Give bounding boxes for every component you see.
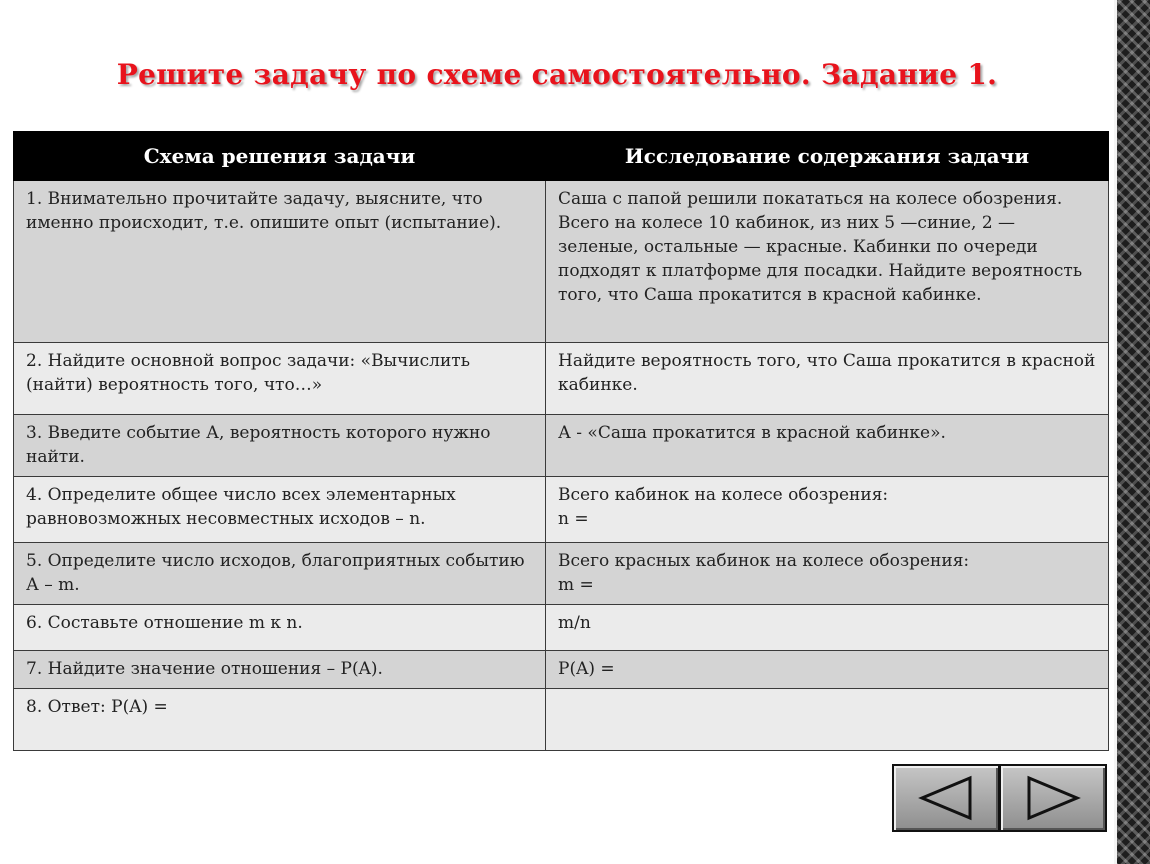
table-row [14, 543, 1109, 605]
table-row [14, 181, 1109, 343]
step-cell: 1. Внимательно прочитайте задачу, выясните, что именно происходит, т.е. опишите опыт (испытание). [14, 181, 546, 343]
content-cell: Найдите вероятность того, что Саша прокатится в красной кабинке. [546, 343, 1109, 415]
table-row [14, 605, 1109, 651]
content-line: n = [558, 509, 589, 529]
table-row [14, 415, 1109, 477]
step-cell: 3. Введите событие А, вероятность которого нужно найти. [14, 415, 546, 477]
table-row [14, 343, 1109, 415]
decorative-side-strip [1114, 0, 1150, 864]
table-header-row [14, 132, 1109, 181]
table-row [14, 651, 1109, 689]
next-slide-button[interactable] [1001, 766, 1105, 830]
content-cell [546, 543, 1109, 605]
step-cell: 8. Ответ: P(A) = [14, 689, 546, 751]
triangle-right-icon [1023, 774, 1083, 822]
step-cell: 6. Составьте отношение m к n. [14, 605, 546, 651]
content-cell: Саша с папой решили покататься на колесе обозрения. Всего на колесе 10 кабинок, из них 5 —синие, 2 — зеленые, остальные — красные. Кабинки по очереди подходят к платформе для посадки. Найдите вероятность того, что Саша прокатится в красной кабинке. [546, 181, 1109, 343]
page-title: Решите задачу по схеме самостоятельно. Задание 1. [116, 58, 998, 91]
content-cell [546, 689, 1109, 751]
content-cell: P(A) = [546, 651, 1109, 689]
previous-slide-button[interactable] [894, 766, 998, 830]
content-cell: m/n [546, 605, 1109, 651]
content-line: Всего кабинок на колесе обозрения: [558, 485, 889, 505]
content-line: Всего красных кабинок на колесе обозрения: [558, 551, 970, 571]
table-row [14, 689, 1109, 751]
triangle-left-icon [916, 774, 976, 822]
content-line: m = [558, 575, 594, 595]
table-row [14, 477, 1109, 543]
column-header-content: Исследование содержания задачи [546, 132, 1109, 181]
step-cell: 5. Определите число исходов, благоприятных событию А – m. [14, 543, 546, 605]
step-cell: 4. Определите общее число всех элементарных равновозможных несовместных исходов – n. [14, 477, 546, 543]
step-cell: 7. Найдите значение отношения – P(A). [14, 651, 546, 689]
slide-navigation [892, 764, 1107, 832]
step-cell: 2. Найдите основной вопрос задачи: «Вычислить (найти) вероятность того, что…» [14, 343, 546, 415]
column-header-scheme: Схема решения задачи [14, 132, 546, 181]
content-cell [546, 477, 1109, 543]
solution-scheme-table [13, 131, 1109, 751]
content-cell: А - «Саша прокатится в красной кабинке». [546, 415, 1109, 477]
